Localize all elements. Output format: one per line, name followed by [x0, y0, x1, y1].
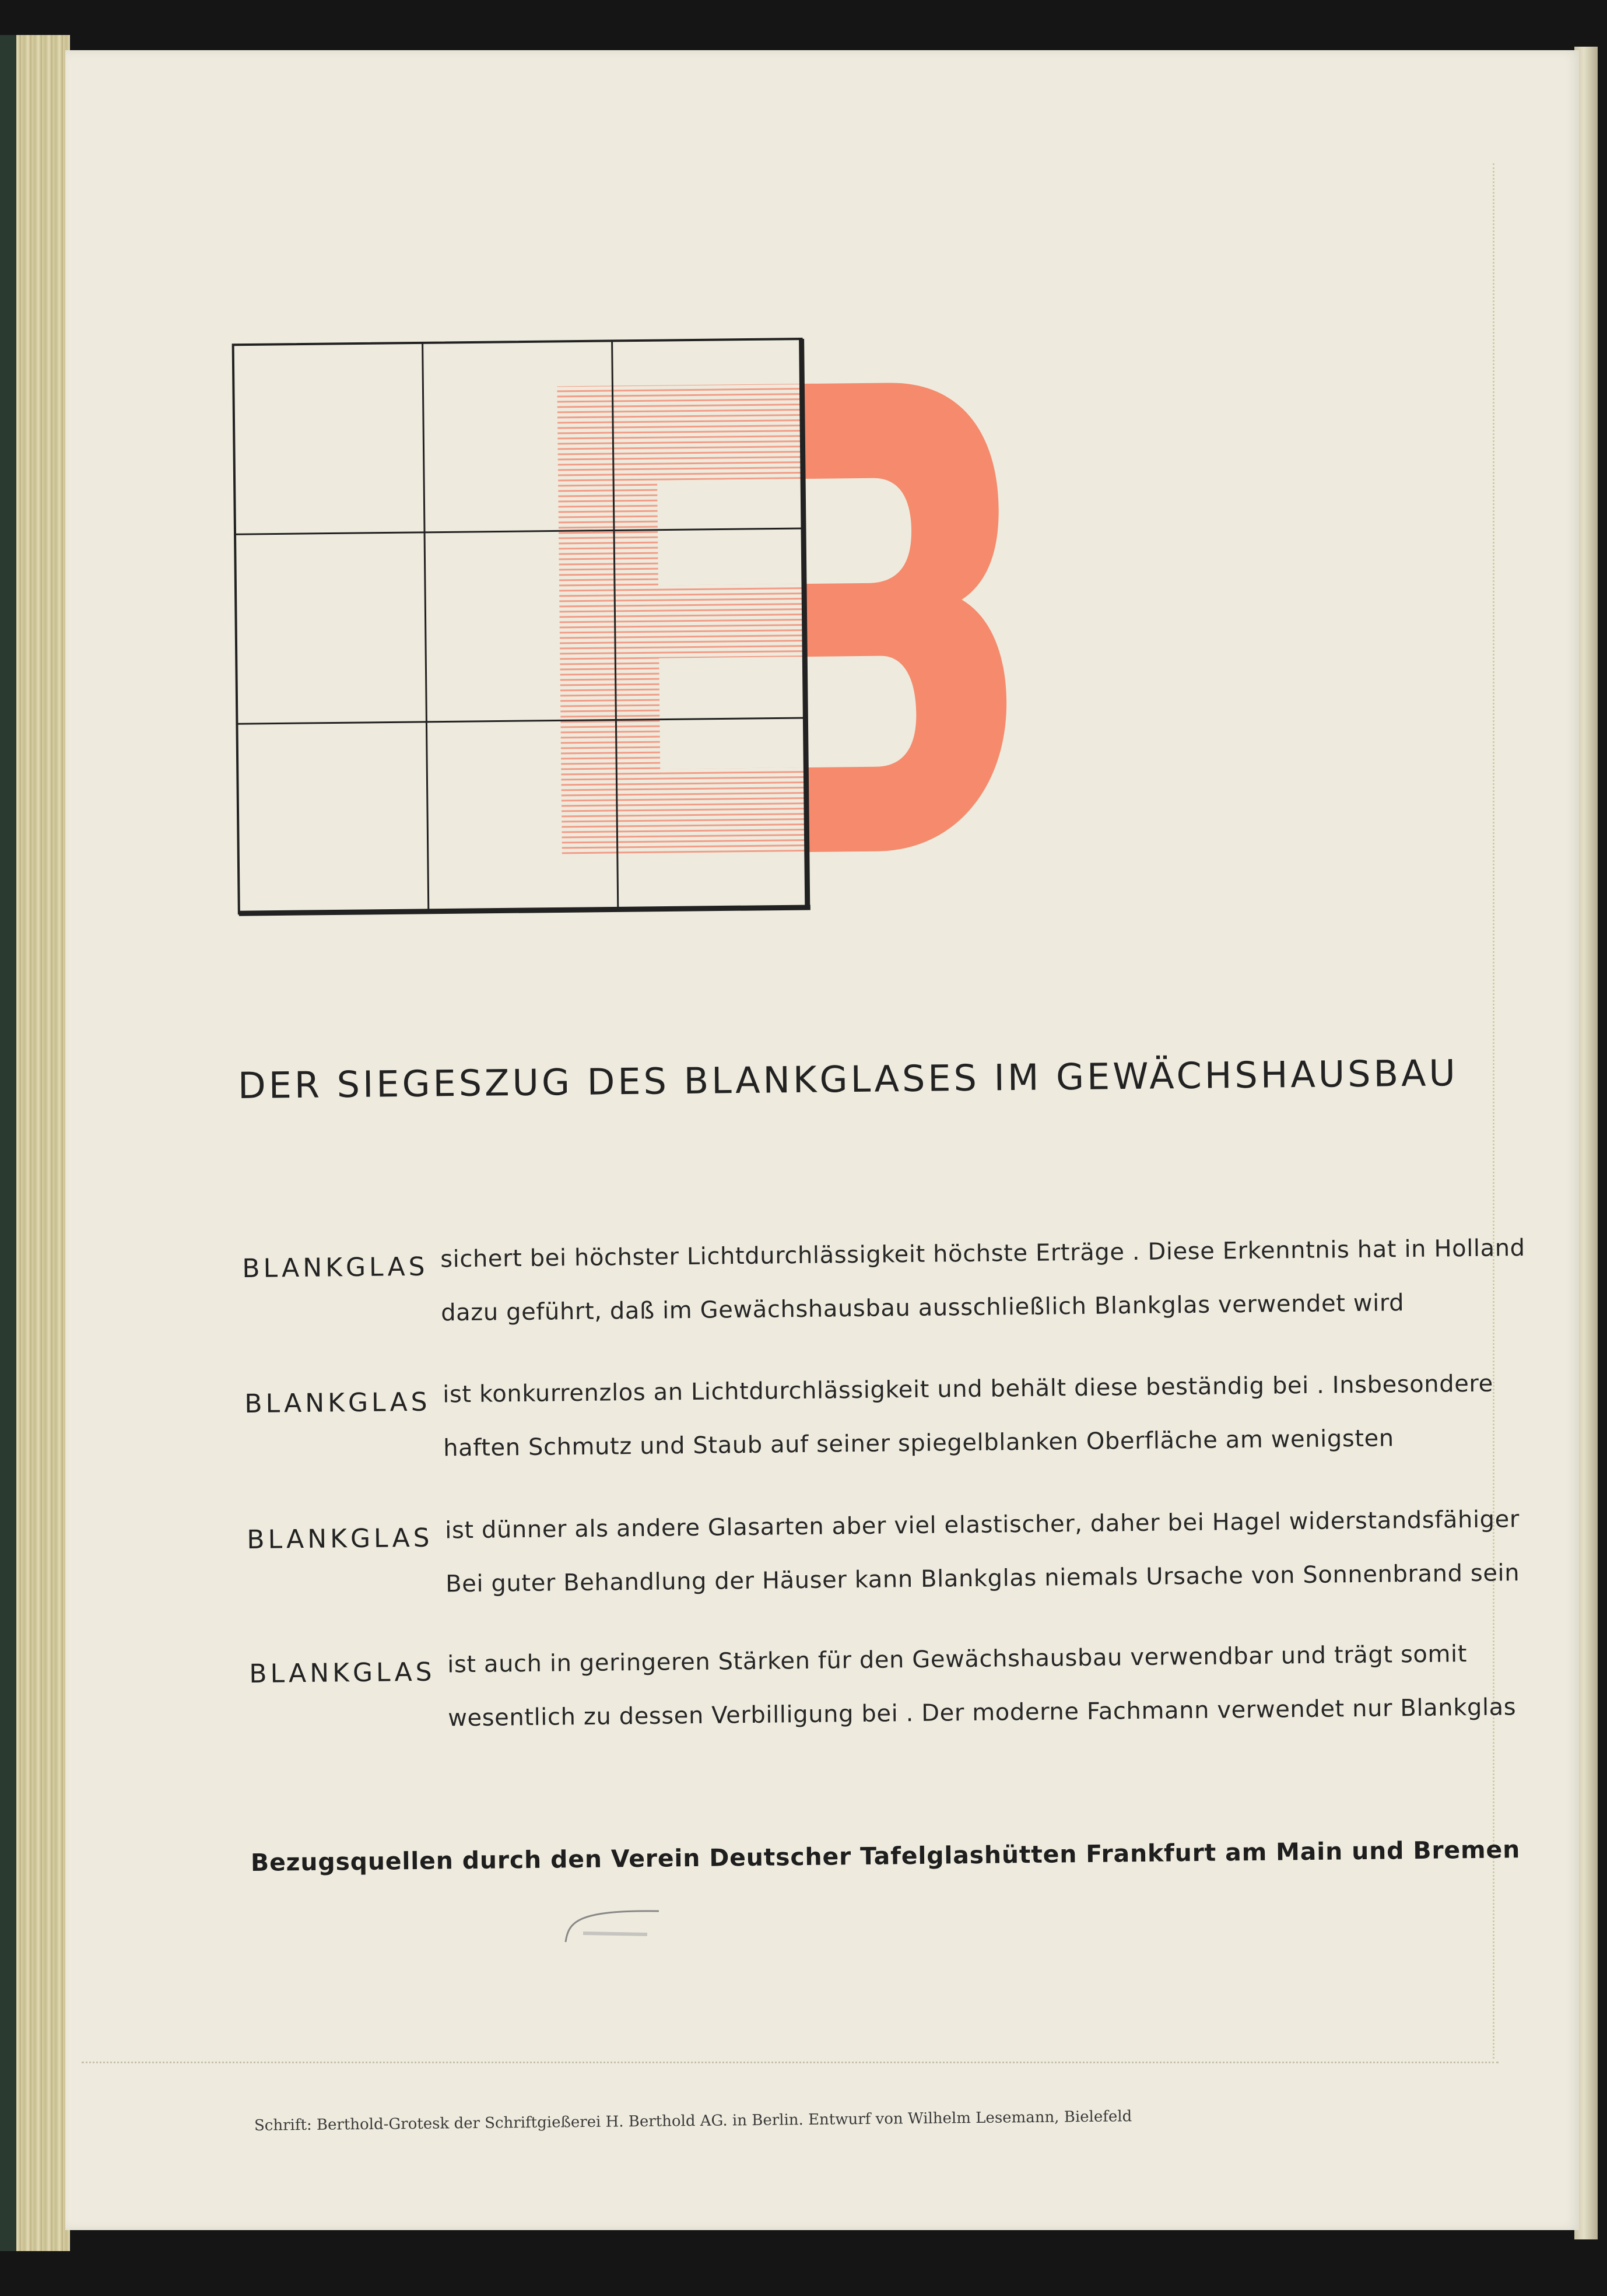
paragraph-3 — [247, 1506, 1520, 1607]
paragraph-line: sichert bei höchster Lichtdurchlässigkeit höchste Erträge . Diese Erkenntnis hat in Holland — [440, 1234, 1525, 1273]
paragraph-term: BLANKGLAS — [247, 1523, 433, 1555]
headline: DER SIEGESZUG DES BLANKGLASES IM GEWÄCHSHAUSBAU — [237, 1051, 1459, 1107]
paragraph-line: wesentlich zu dessen Verbilligung bei . Der moderne Fachmann verwendet nur Blankglas — [447, 1694, 1517, 1732]
typeface-credit: Schrift: Berthold-Grotesk der Schriftgießerei H. Berthold AG. in Berlin. Entwurf von Wilhelm Lesemann, Bielefeld — [254, 2108, 1132, 2134]
paragraph-1 — [242, 1234, 1525, 1335]
paragraph-2 — [244, 1370, 1494, 1471]
paragraph-line: dazu geführt, daß im Gewächshausbau ausschließlich Blankglas verwendet wird — [440, 1289, 1405, 1327]
dotted-margin-line — [1493, 163, 1494, 2059]
dotted-rule — [82, 2062, 1499, 2063]
paragraph-term: BLANKGLAS — [242, 1252, 429, 1284]
paragraph-line: Bei guter Behandlung der Häuser kann Blankglas niemals Ursache von Sonnenbrand sein — [445, 1559, 1520, 1598]
supplier-note: Bezugsquellen durch den Verein Deutscher Tafelglashütten Frankfurt am Main und Bremen — [250, 1835, 1521, 1877]
book-spine — [0, 35, 16, 2251]
paragraph-4 — [249, 1640, 1517, 1741]
paragraph-line: ist konkurrenzlos an Lichtdurchlässigkeit und behält diese beständig bei . Insbesondere — [442, 1370, 1494, 1408]
pencil-mark — [560, 1898, 665, 1945]
paragraph-line: haften Schmutz und Staub auf seiner spiegelblanken Oberfläche am wenigsten — [443, 1425, 1394, 1462]
paragraph-term: BLANKGLAS — [249, 1657, 436, 1689]
paragraph-line: ist auch in geringeren Stärken für den Gewächshausbau verwendbar und trägt somit — [447, 1640, 1468, 1678]
paragraph-term: BLANKGLAS — [244, 1387, 431, 1419]
paragraph-line: ist dünner als andere Glasarten aber viel elastischer, daher bei Hagel widerstandsfähiger — [444, 1506, 1520, 1544]
page — [65, 50, 1579, 2230]
